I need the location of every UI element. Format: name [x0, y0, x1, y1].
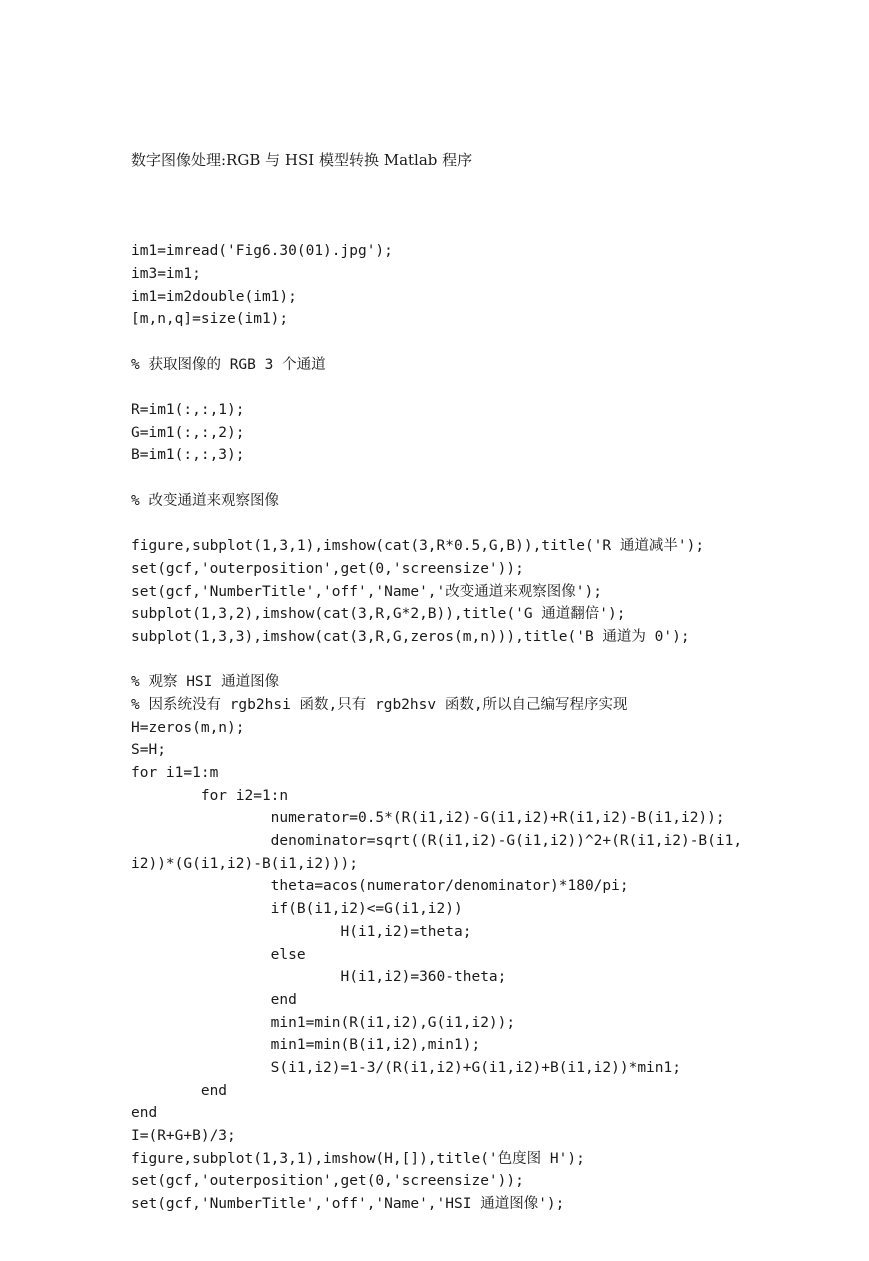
- document-body: [131, 104, 831, 1261]
- code-line: % 获取图像的 RGB 3 个通道: [131, 356, 326, 373]
- blank-line: [131, 512, 831, 535]
- code-line: figure,subplot(1,3,1),imshow(cat(3,R*0.5,G,B)),title('R 通道减半');: [131, 538, 705, 555]
- code-line: [m,n,q]=size(im1);: [131, 311, 289, 328]
- code-line: H(i1,i2)=360-theta;: [131, 969, 507, 986]
- code-line: set(gcf,'outerposition',get(0,'screensize'));: [131, 560, 524, 577]
- blank-line: [131, 218, 831, 241]
- document-title: 数字图像处理:RGB 与 HSI 模型转换 Matlab 程序: [131, 151, 473, 170]
- code-line: i2))*(G(i1,i2)-B(i1,i2)));: [131, 855, 358, 872]
- code-line: min1=min(R(i1,i2),G(i1,i2));: [131, 1014, 516, 1031]
- code-line: im3=im1;: [131, 265, 201, 282]
- code-line: G=im1(:,:,2);: [131, 424, 245, 441]
- blank-line: [131, 376, 831, 399]
- code-line: B=im1(:,:,3);: [131, 447, 245, 464]
- code-line: for i2=1:n: [131, 787, 289, 804]
- code-line: I=(R+G+B)/3;: [131, 1128, 236, 1144]
- code-line: S(i1,i2)=1-3/(R(i1,i2)+G(i1,i2)+B(i1,i2))*min1;: [131, 1059, 681, 1076]
- code-line: S=H;: [131, 742, 166, 759]
- blank-line: [131, 649, 831, 672]
- code-line: % 改变通道来观察图像: [131, 492, 279, 509]
- code-line: subplot(1,3,2),imshow(cat(3,R,G*2,B)),title('G 通道翻倍');: [131, 606, 626, 623]
- code-line: % 观察 HSI 通道图像: [131, 674, 280, 691]
- blank-line: [131, 467, 831, 490]
- code-line: for i1=1:m: [131, 765, 219, 781]
- code-line: H(i1,i2)=theta;: [131, 923, 472, 940]
- code-line: else: [131, 946, 306, 963]
- code-block: [131, 218, 831, 1216]
- code-line: if(B(i1,i2)<=G(i1,i2)): [131, 901, 463, 918]
- code-line: set(gcf,'outerposition',get(0,'screensize'));: [131, 1173, 524, 1190]
- code-line: im1=im2double(im1);: [131, 288, 297, 305]
- code-line: % 因系统没有 rgb2hsi 函数,只有 rgb2hsv 函数,所以自己编写程序实现: [131, 696, 628, 713]
- code-line: theta=acos(numerator/denominator)*180/pi;: [131, 878, 629, 895]
- code-line: end: [131, 1082, 228, 1099]
- code-line: set(gcf,'NumberTitle','off','Name','HSI 通道图像');: [131, 1196, 565, 1213]
- code-line: min1=min(B(i1,i2),min1);: [131, 1037, 481, 1054]
- code-line: subplot(1,3,3),imshow(cat(3,R,G,zeros(m,n))),title('B 通道为 0');: [131, 628, 690, 645]
- code-line: denominator=sqrt((R(i1,i2)-G(i1,i2))^2+(R(i1,i2)-B(i1,: [131, 833, 743, 850]
- code-line: numerator=0.5*(R(i1,i2)-G(i1,i2)+R(i1,i2)-B(i1,i2));: [131, 810, 725, 827]
- code-line: end: [131, 1105, 158, 1122]
- code-line: R=im1(:,:,1);: [131, 402, 245, 418]
- code-line: figure,subplot(1,3,1),imshow(H,[]),title('色度图 H');: [131, 1150, 585, 1167]
- code-line: set(gcf,'NumberTitle','off','Name','改变通道来观察图像');: [131, 583, 602, 600]
- blank-line: [131, 331, 831, 354]
- code-line: H=zeros(m,n);: [131, 719, 245, 736]
- code-line: end: [131, 991, 297, 1008]
- code-line: im1=imread('Fig6.30(01).jpg');: [131, 243, 393, 260]
